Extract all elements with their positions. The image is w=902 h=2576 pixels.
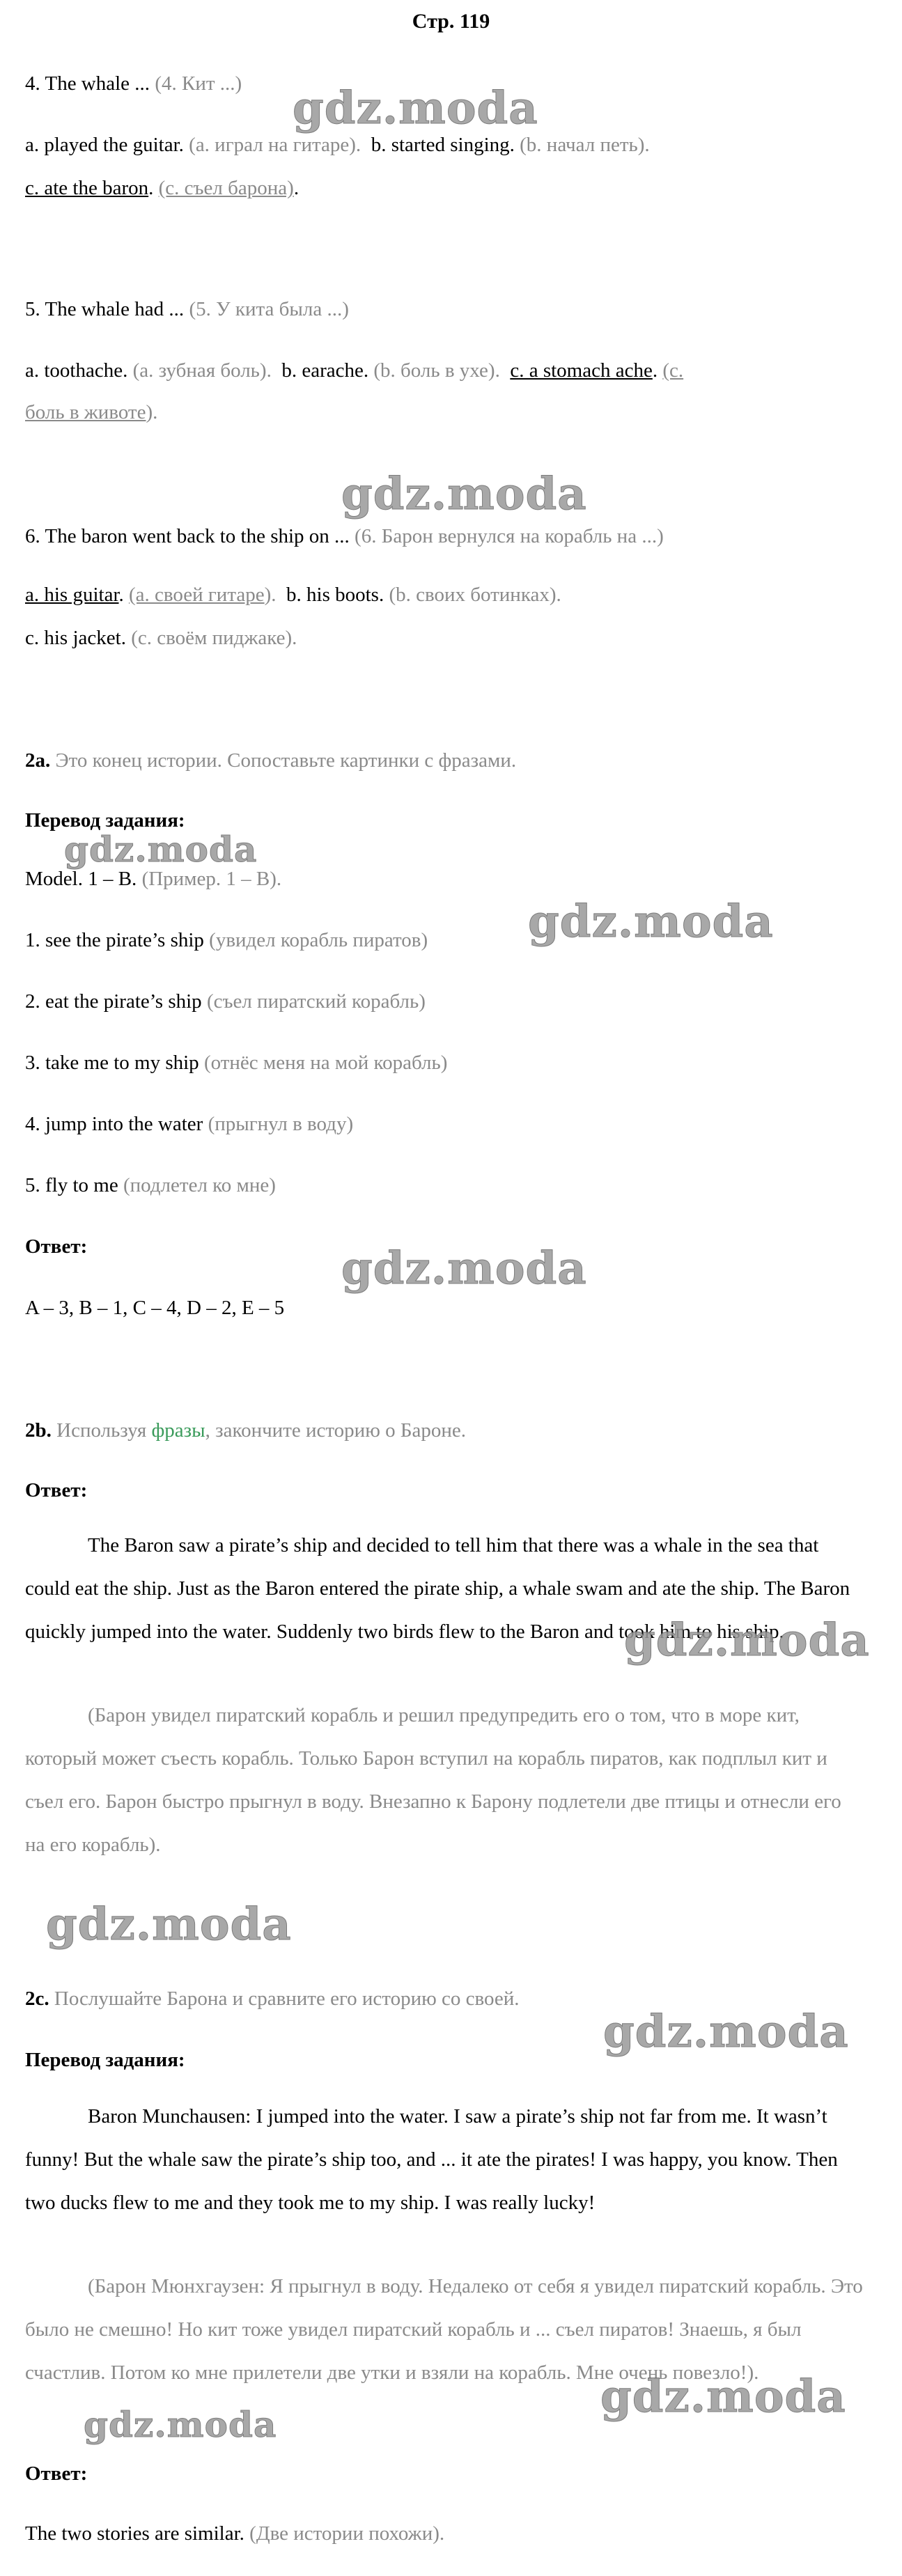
task-2a-item-5: 5. fly to me (подлетел ко мне)	[25, 1174, 276, 1196]
task-2c-heading: 2c. Послушайте Барона и сравните его историю со своей.	[25, 1988, 520, 2010]
watermark-logo: gdz.moda	[341, 468, 587, 520]
task-2a-translation-heading: Перевод задания:	[25, 809, 185, 832]
task-2c-translation-heading: Перевод задания:	[25, 2049, 185, 2071]
task-2a-model: Model. 1 – B. (Пример. 1 – В).	[25, 868, 282, 890]
task-2c-answer-heading: Ответ:	[25, 2462, 88, 2485]
watermark-logo: gdz.moda	[624, 1614, 870, 1666]
q4-option-c: c. ate the baron. (с. съел барона).	[25, 177, 300, 199]
task-2c-story-en: Baron Munchausen: I jumped into the water. I saw a pirate’s ship not far from me. It wasn’t funny! But the whale saw the pirate’s ship too, and ... it ate the pirates! I was happy, you know. Then two ducks flew to me and they took me to my ship. I was really lucky!	[25, 2105, 838, 2214]
task-2c-story-ru: (Барон Мюнхгаузен: Я прыгнул в воду. Недалеко от себя я увидел пиратский корабль. Это было не смешно! Но кит тоже увидел пиратский корабль и ... съел пиратов! Знаешь, я был счастлив. Потом ко мне прилетели две утки и взяли на корабль. Мне очень повезло!).	[25, 2275, 863, 2384]
q6-option-c: c. his jacket. (c. своём пиджаке).	[25, 627, 297, 649]
q4-question: 4. The whale ... (4. Кит ...)	[25, 72, 242, 95]
task-2a-answer: A – 3, B – 1, C – 4, D – 2, E – 5	[25, 1297, 285, 1319]
task-2a-item-1: 1. see the pirate’s ship (увидел корабль пиратов)	[25, 929, 428, 951]
task-2a-heading: 2a. Это конец истории. Сопоставьте картинки с фразами.	[25, 749, 517, 772]
q5-option-c-cont: боль в животе).	[25, 401, 158, 423]
q5-question: 5. The whale had ... (5. У кита была ...)	[25, 298, 349, 320]
watermark-logo: gdz.moda	[341, 1242, 587, 1295]
phrases-link[interactable]: фразы	[151, 1419, 205, 1442]
task-2b-answer-ru: (Барон увидел пиратский корабль и решил предупредить его о том, что в море кит, который может съесть корабль. Только Барон вступил на корабль пиратов, как подплыл кит и съел его. Барон быстро прыгнул в воду. Внезапно к Барону подлетели две птицы и отнесли его на его корабль).	[25, 1704, 841, 1856]
task-2c-answer: The two stories are similar. (Две истории похожи).	[25, 2522, 445, 2545]
task-2b-answer-heading: Ответ:	[25, 1479, 88, 1501]
watermark-logo: gdz.moda	[293, 82, 538, 134]
page-title: Стр. 119	[412, 10, 490, 33]
task-2b-heading: 2b. Используя фразы, закончите историю о Бароне.	[25, 1419, 467, 1442]
task-2a-answer-heading: Ответ:	[25, 1235, 88, 1258]
q6-options-ab: a. his guitar. (a. своей гитаре). b. his boots. (b. своих ботинках).	[25, 584, 561, 606]
watermark-logo: gdz.moda	[46, 1898, 292, 1951]
q4-options-ab: a. played the guitar. (a. играл на гитаре). b. started singing. (b. начал петь).	[25, 134, 650, 156]
q5-options: a. toothache. (a. зубная боль). b. earache. (b. боль в ухе). c. a stomach ache. (с.	[25, 359, 684, 382]
q6-question: 6. The baron went back to the ship on ... (6. Барон вернулся на корабль на ...)	[25, 525, 664, 547]
watermark-logo: gdz.moda	[64, 829, 258, 870]
watermark-logo: gdz.moda	[84, 2404, 277, 2445]
watermark-logo: gdz.moda	[528, 896, 774, 948]
watermark-logo: gdz.moda	[600, 2371, 846, 2423]
task-2a-item-2: 2. eat the pirate’s ship (съел пиратский корабль)	[25, 990, 426, 1013]
task-2b-answer-en: The Baron saw a pirate’s ship and decided to tell him that there was a whale in the sea that could eat the ship. Just as the Baron entered the pirate ship, a whale swam and ate the ship. The Baron quickly jumped into the water. Suddenly two birds flew to the Baron and took him to his ship.	[25, 1534, 850, 1643]
task-2a-item-4: 4. jump into the water (прыгнул в воду)	[25, 1113, 354, 1135]
watermark-logo: gdz.moda	[603, 2006, 849, 2058]
task-2a-item-3: 3. take me to my ship (отнёс меня на мой корабль)	[25, 1052, 448, 1074]
